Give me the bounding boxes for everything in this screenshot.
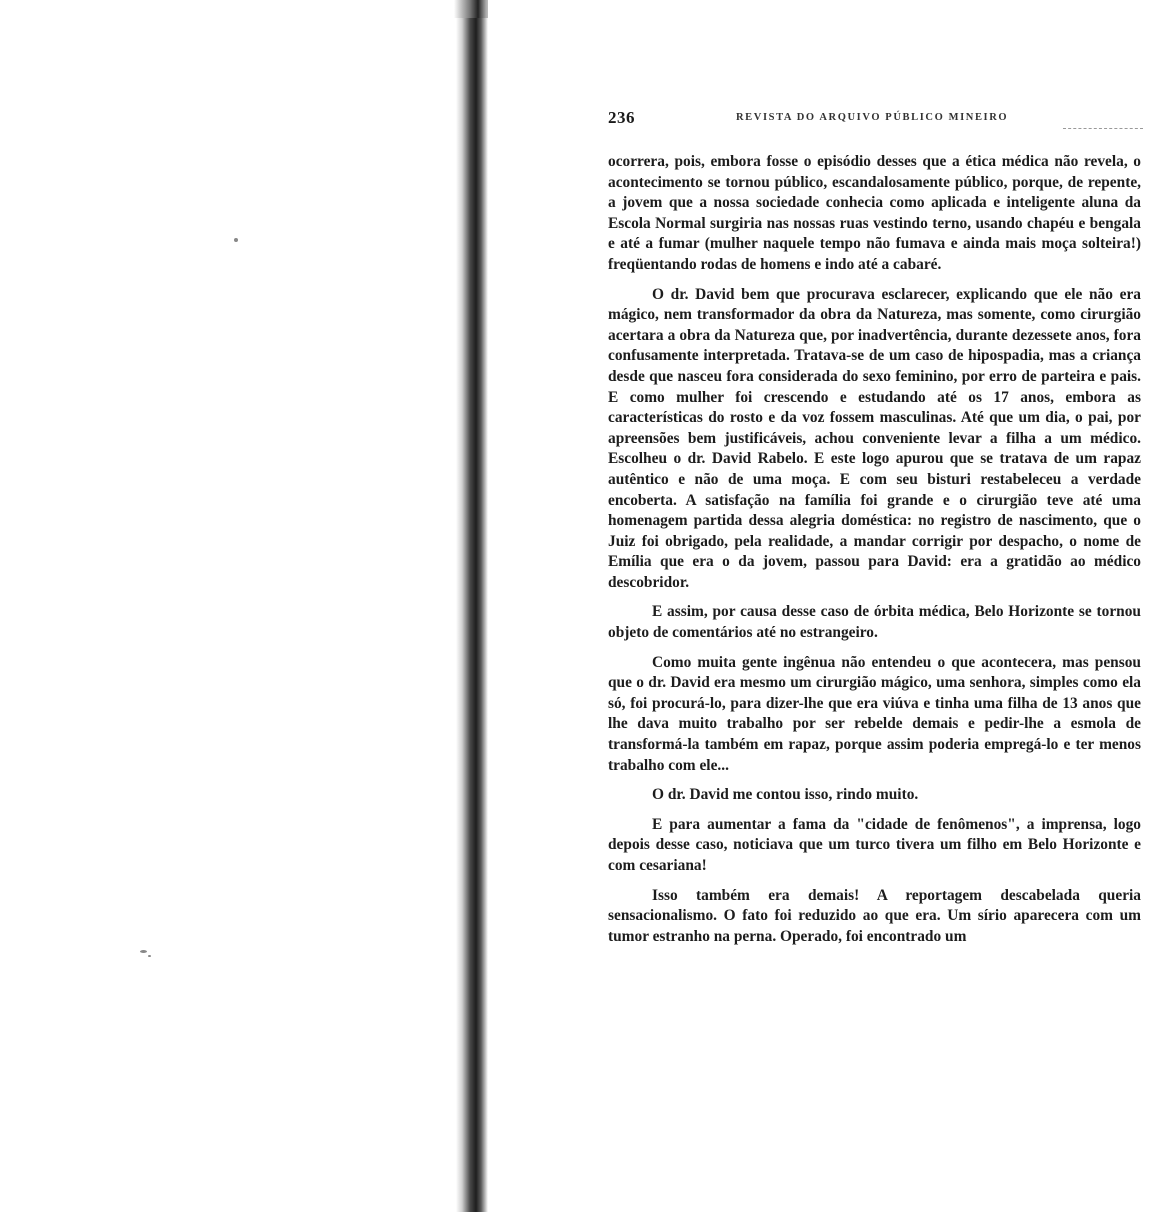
paragraph: Como muita gente ingênua não entendeu o que acontecera, mas pensou que o dr. David era mesmo um cirurgião mágico, uma senhora, simples como ela só, foi procurá-lo, para dizer-lhe que era viúva e tinha uma filha de 13 anos que lhe dava muito trabalho por ser rebelde demais e pedir-lhe a esmola de transformá-la também em rapaz, porque assim poderia empregá-lo e ter menos trabalho com ele... — [608, 653, 1141, 774]
header-rule — [1063, 128, 1143, 129]
page-number: 236 — [608, 108, 635, 127]
book-gutter — [456, 0, 488, 1212]
paragraph: O dr. David bem que procurava esclarecer, explicando que ele não era mágico, nem transformador da obra da Natureza, mas somente, como cirurgião acertara a obra da Natureza que, por inadvertência, durante dezessete anos, fora confusamente interpretada. Tratava-se de um caso de hipospadia, mas a criança desde que nasceu fora considerada do sexo feminino, por erro de parteira e pais. E como mulher foi crescendo e estudando até os 17 anos, embora as características do rosto e da voz fossem masculinas. Até que um dia, o pai, por apreensões bem justificáveis, achou conveniente levar a filha a um médico. Escolheu o dr. David Rabelo. E este logo apurou que se tratava de um rapaz autêntico e não de uma moça. E com seu bisturi restabeleceu a verdade encoberta. A satisfação na família foi grande e o cirurgião teve até uma homenagem partida dessa alegria doméstica: no registro de nascimento, que o Juiz foi obrigado, pela realidade, a mandar corrigir por despacho, o nome de Emília que era o da jovem, passou para David: era a gratidão ao médico descobridor. — [608, 285, 1141, 591]
right-page — [488, 0, 1157, 1212]
left-page-blank — [0, 0, 456, 1212]
paragraph: ocorrera, pois, embora fosse o episódio desses que a ética médica não revela, o acontecimento se tornou público, escandalosamente público, porque, de repente, a jovem que a nossa sociedade conhecia como aplicada e inteligente aluna da Escola Normal surgiria nas nossas ruas vestindo terno, usando chapéu e bengala e até a fumar (mulher naquele tempo não fumava e ainda mais moça solteira!) freqüentando rodas de homens e indo até a cabaré. — [608, 153, 1141, 273]
paragraph: O dr. David me contou isso, rindo muito. — [652, 786, 919, 804]
page-speck — [234, 238, 238, 242]
page-speck — [140, 950, 147, 953]
running-head — [608, 108, 1138, 130]
article-body — [608, 152, 1141, 956]
paragraph: E assim, por causa desse caso de órbita médica, Belo Horizonte se tornou objeto de comentários até no estrangeiro. — [608, 603, 1141, 642]
page-speck — [148, 955, 151, 957]
journal-title: REVISTA DO ARQUIVO PÚBLICO MINEIRO — [736, 112, 1009, 123]
paragraph: Isso também era demais! A reportagem descabelada queria sensacionalismo. O fato foi reduzido ao que era. Um sírio aparecera com um tumor estranho na perna. Operado, foi encontrado um — [608, 886, 1141, 945]
paragraph: E para aumentar a fama da "cidade de fenômenos", a imprensa, logo depois desse caso, noticiava que um turco tivera um filho em Belo Horizonte e com cesariana! — [608, 815, 1141, 874]
